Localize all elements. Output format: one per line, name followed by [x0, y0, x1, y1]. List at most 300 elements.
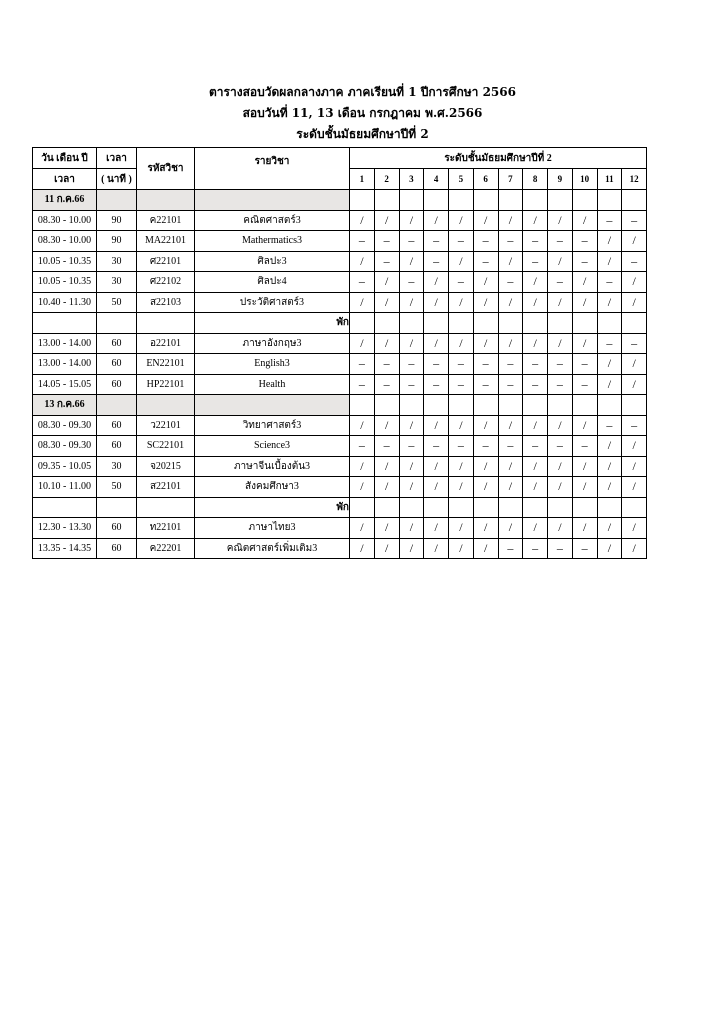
class-mark: –	[622, 415, 647, 436]
class-mark: /	[548, 292, 573, 313]
class-mark: /	[597, 538, 622, 559]
class-mark: –	[424, 231, 449, 252]
class-mark: /	[597, 518, 622, 539]
empty-cell	[523, 395, 548, 416]
class-mark: /	[473, 456, 498, 477]
class-mark: /	[399, 210, 424, 231]
class-mark: –	[350, 436, 375, 457]
class-mark: /	[548, 210, 573, 231]
class-mark: –	[523, 538, 548, 559]
exam-duration: 50	[97, 292, 137, 313]
exam-subject: ประวัติศาสตร์3	[195, 292, 350, 313]
empty-cell	[473, 497, 498, 518]
header-level: ระดับชั้นมัธยมศึกษาปีที่ 2	[350, 148, 647, 169]
exam-code: ส22103	[137, 292, 195, 313]
exam-row	[33, 538, 647, 559]
class-mark: /	[473, 210, 498, 231]
day-row	[33, 395, 647, 416]
exam-subject: Mathermatics3	[195, 231, 350, 252]
class-mark: –	[424, 354, 449, 375]
class-mark: /	[523, 477, 548, 498]
class-mark: –	[548, 231, 573, 252]
class-mark: /	[622, 518, 647, 539]
empty-cell	[498, 395, 523, 416]
class-mark: –	[473, 251, 498, 272]
empty-cell	[97, 497, 137, 518]
empty-cell	[597, 395, 622, 416]
empty-cell	[449, 395, 474, 416]
class-mark: –	[572, 436, 597, 457]
empty-cell	[449, 313, 474, 334]
class-mark: –	[399, 272, 424, 293]
header-class-12: 12	[622, 169, 647, 190]
exam-code: HP22101	[137, 374, 195, 395]
class-mark: /	[498, 456, 523, 477]
class-mark: /	[399, 477, 424, 498]
header-code: รหัสวิชา	[137, 148, 195, 190]
class-mark: /	[498, 477, 523, 498]
exam-code: ศ22101	[137, 251, 195, 272]
empty-cell	[195, 190, 350, 211]
empty-cell	[548, 395, 573, 416]
class-mark: /	[473, 333, 498, 354]
empty-cell	[622, 395, 647, 416]
class-mark: /	[622, 477, 647, 498]
exam-row	[33, 272, 647, 293]
empty-cell	[572, 190, 597, 211]
class-mark: /	[350, 456, 375, 477]
class-mark: /	[449, 292, 474, 313]
exam-subject: ศิลปะ3	[195, 251, 350, 272]
empty-cell	[597, 190, 622, 211]
exam-duration: 60	[97, 436, 137, 457]
class-mark: /	[473, 415, 498, 436]
day-row	[33, 190, 647, 211]
class-mark: /	[473, 518, 498, 539]
empty-cell	[137, 395, 195, 416]
empty-cell	[622, 497, 647, 518]
class-mark: –	[498, 374, 523, 395]
exam-code: ค22201	[137, 538, 195, 559]
empty-cell	[498, 313, 523, 334]
class-mark: /	[498, 333, 523, 354]
exam-duration: 60	[97, 333, 137, 354]
exam-row	[33, 354, 647, 375]
empty-cell	[350, 497, 375, 518]
class-mark: /	[572, 456, 597, 477]
class-mark: /	[424, 292, 449, 313]
exam-row	[33, 456, 647, 477]
day-label: 11 ก.ค.66	[33, 190, 97, 211]
class-mark: /	[424, 456, 449, 477]
class-mark: –	[523, 231, 548, 252]
class-mark: /	[597, 354, 622, 375]
class-mark: –	[548, 272, 573, 293]
class-mark: /	[399, 415, 424, 436]
class-mark: /	[449, 251, 474, 272]
exam-time: 10.10 - 11.00	[33, 477, 97, 498]
empty-cell	[350, 313, 375, 334]
empty-cell	[195, 395, 350, 416]
class-mark: /	[374, 333, 399, 354]
class-mark: /	[622, 292, 647, 313]
class-mark: –	[597, 272, 622, 293]
empty-cell	[572, 313, 597, 334]
class-mark: –	[597, 415, 622, 436]
class-mark: /	[498, 415, 523, 436]
empty-cell	[137, 190, 195, 211]
class-mark: –	[548, 374, 573, 395]
document-titles	[0, 82, 725, 145]
exam-row	[33, 333, 647, 354]
empty-cell	[572, 395, 597, 416]
header-class-4: 4	[424, 169, 449, 190]
exam-time: 14.05 - 15.05	[33, 374, 97, 395]
exam-time: 10.40 - 11.30	[33, 292, 97, 313]
empty-cell	[399, 190, 424, 211]
exam-subject: วิทยาศาสตร์3	[195, 415, 350, 436]
exam-code: EN22101	[137, 354, 195, 375]
class-mark: /	[449, 456, 474, 477]
class-mark: –	[350, 231, 375, 252]
class-mark: /	[622, 436, 647, 457]
class-mark: /	[350, 518, 375, 539]
class-mark: /	[597, 456, 622, 477]
class-mark: /	[374, 518, 399, 539]
class-mark: /	[449, 477, 474, 498]
class-mark: /	[622, 272, 647, 293]
class-mark: /	[523, 210, 548, 231]
empty-cell	[572, 497, 597, 518]
table-body	[33, 190, 647, 559]
class-mark: –	[399, 354, 424, 375]
exam-duration: 30	[97, 456, 137, 477]
exam-row	[33, 518, 647, 539]
class-mark: /	[350, 210, 375, 231]
exam-time: 10.05 - 10.35	[33, 251, 97, 272]
class-mark: /	[523, 518, 548, 539]
class-mark: /	[449, 415, 474, 436]
class-mark: /	[399, 333, 424, 354]
empty-cell	[548, 313, 573, 334]
exam-code: ท22101	[137, 518, 195, 539]
exam-row	[33, 415, 647, 436]
class-mark: –	[498, 538, 523, 559]
header-class-11: 11	[597, 169, 622, 190]
title-line-1: ตารางสอบวัดผลกลางภาค ภาคเรียนที่ 1 ปีการศึกษา 2566	[209, 85, 516, 99]
class-mark: /	[622, 456, 647, 477]
header-class-2: 2	[374, 169, 399, 190]
exam-code: ค22101	[137, 210, 195, 231]
exam-duration: 90	[97, 231, 137, 252]
empty-cell	[548, 190, 573, 211]
exam-row	[33, 436, 647, 457]
exam-time: 13.00 - 14.00	[33, 333, 97, 354]
class-mark: –	[399, 374, 424, 395]
class-mark: –	[424, 374, 449, 395]
class-mark: –	[350, 272, 375, 293]
class-mark: –	[523, 251, 548, 272]
exam-time: 08.30 - 10.00	[33, 210, 97, 231]
exam-time: 08.30 - 09.30	[33, 436, 97, 457]
exam-subject: ภาษาไทย3	[195, 518, 350, 539]
exam-code: จ20215	[137, 456, 195, 477]
class-mark: /	[424, 518, 449, 539]
class-mark: –	[350, 374, 375, 395]
class-mark: –	[374, 436, 399, 457]
exam-time: 10.05 - 10.35	[33, 272, 97, 293]
class-mark: –	[374, 251, 399, 272]
class-mark: –	[572, 354, 597, 375]
header-duration: เวลา	[97, 148, 137, 169]
class-mark: /	[350, 538, 375, 559]
class-mark: /	[523, 415, 548, 436]
exam-subject: สังคมศึกษา3	[195, 477, 350, 498]
class-mark: –	[597, 210, 622, 231]
exam-code: ว22101	[137, 415, 195, 436]
class-mark: /	[622, 538, 647, 559]
class-mark: /	[374, 210, 399, 231]
class-mark: –	[473, 231, 498, 252]
class-mark: /	[597, 477, 622, 498]
break-row	[33, 313, 647, 334]
break-label: พัก	[195, 497, 350, 518]
class-mark: –	[523, 436, 548, 457]
empty-cell	[97, 395, 137, 416]
class-mark: /	[424, 210, 449, 231]
empty-cell	[597, 313, 622, 334]
class-mark: /	[498, 251, 523, 272]
exam-subject: ศิลปะ4	[195, 272, 350, 293]
exam-duration: 60	[97, 538, 137, 559]
exam-code: ศ22102	[137, 272, 195, 293]
class-mark: /	[399, 251, 424, 272]
class-mark: /	[597, 436, 622, 457]
header-class-7: 7	[498, 169, 523, 190]
class-mark: /	[572, 415, 597, 436]
exam-duration: 60	[97, 354, 137, 375]
class-mark: /	[572, 272, 597, 293]
header-class-10: 10	[572, 169, 597, 190]
header-class-3: 3	[399, 169, 424, 190]
exam-time: 08.30 - 09.30	[33, 415, 97, 436]
exam-duration: 50	[97, 477, 137, 498]
empty-cell	[424, 395, 449, 416]
class-mark: /	[449, 538, 474, 559]
class-mark: –	[548, 354, 573, 375]
empty-cell	[374, 313, 399, 334]
day-label: 13 ก.ค.66	[33, 395, 97, 416]
exam-row	[33, 477, 647, 498]
title-line-3: ระดับชั้นมัธยมศึกษาปีที่ 2	[296, 127, 429, 141]
empty-cell	[137, 313, 195, 334]
empty-cell	[350, 190, 375, 211]
class-mark: /	[597, 292, 622, 313]
class-mark: –	[523, 374, 548, 395]
exam-subject: คณิตศาสตร์เพิ่มเติม3	[195, 538, 350, 559]
empty-cell	[473, 313, 498, 334]
class-mark: /	[350, 251, 375, 272]
empty-cell	[473, 395, 498, 416]
class-mark: /	[622, 231, 647, 252]
class-mark: /	[449, 518, 474, 539]
exam-time: 12.30 - 13.30	[33, 518, 97, 539]
exam-row	[33, 210, 647, 231]
class-mark: /	[473, 477, 498, 498]
empty-cell	[374, 395, 399, 416]
empty-cell	[498, 190, 523, 211]
exam-schedule-table	[32, 147, 647, 559]
class-mark: –	[622, 251, 647, 272]
exam-subject: คณิตศาสตร์3	[195, 210, 350, 231]
exam-row	[33, 374, 647, 395]
class-mark: /	[498, 518, 523, 539]
header-day-month-year: วัน เดือน ปี	[33, 148, 97, 169]
class-mark: /	[424, 415, 449, 436]
empty-cell	[498, 497, 523, 518]
empty-cell	[137, 497, 195, 518]
class-mark: /	[399, 518, 424, 539]
class-mark: /	[597, 231, 622, 252]
header-class-6: 6	[473, 169, 498, 190]
class-mark: /	[498, 292, 523, 313]
class-mark: /	[374, 456, 399, 477]
class-mark: –	[548, 436, 573, 457]
class-mark: /	[473, 272, 498, 293]
class-mark: –	[597, 333, 622, 354]
empty-cell	[97, 313, 137, 334]
class-mark: /	[399, 292, 424, 313]
exam-code: ส22101	[137, 477, 195, 498]
empty-cell	[424, 313, 449, 334]
class-mark: /	[498, 210, 523, 231]
class-mark: –	[449, 436, 474, 457]
empty-cell	[399, 395, 424, 416]
class-mark: /	[399, 456, 424, 477]
class-mark: /	[548, 251, 573, 272]
class-mark: –	[374, 374, 399, 395]
exam-subject: Health	[195, 374, 350, 395]
exam-duration: 60	[97, 415, 137, 436]
title-line-2: สอบวันที่ 11, 13 เดือน กรกฎาคม พ.ศ.2566	[242, 106, 483, 120]
class-mark: /	[374, 415, 399, 436]
empty-cell	[350, 395, 375, 416]
empty-cell	[33, 497, 97, 518]
class-mark: –	[449, 231, 474, 252]
class-mark: –	[523, 354, 548, 375]
header-class-1: 1	[350, 169, 375, 190]
empty-cell	[523, 190, 548, 211]
class-mark: /	[374, 272, 399, 293]
empty-cell	[97, 190, 137, 211]
empty-cell	[523, 497, 548, 518]
class-mark: /	[523, 292, 548, 313]
class-mark: /	[572, 477, 597, 498]
class-mark: /	[473, 292, 498, 313]
empty-cell	[424, 190, 449, 211]
exam-subject: ภาษาจีนเบื้องต้น3	[195, 456, 350, 477]
class-mark: /	[622, 374, 647, 395]
empty-cell	[399, 313, 424, 334]
class-mark: /	[350, 333, 375, 354]
class-mark: –	[622, 333, 647, 354]
empty-cell	[33, 313, 97, 334]
exam-row	[33, 251, 647, 272]
class-mark: /	[548, 456, 573, 477]
header-class-9: 9	[548, 169, 573, 190]
class-mark: –	[622, 210, 647, 231]
class-mark: /	[523, 333, 548, 354]
exam-duration: 60	[97, 374, 137, 395]
class-mark: –	[572, 231, 597, 252]
class-mark: –	[449, 354, 474, 375]
exam-duration: 90	[97, 210, 137, 231]
class-mark: /	[473, 538, 498, 559]
class-mark: /	[424, 538, 449, 559]
empty-cell	[449, 497, 474, 518]
class-mark: /	[424, 333, 449, 354]
class-mark: –	[498, 436, 523, 457]
class-mark: /	[350, 415, 375, 436]
exam-time: 08.30 - 10.00	[33, 231, 97, 252]
exam-duration: 30	[97, 272, 137, 293]
exam-row	[33, 231, 647, 252]
header-time: เวลา	[33, 169, 97, 190]
class-mark: /	[449, 333, 474, 354]
class-mark: –	[473, 354, 498, 375]
break-row	[33, 497, 647, 518]
empty-cell	[424, 497, 449, 518]
exam-row	[33, 292, 647, 313]
exam-subject: Science3	[195, 436, 350, 457]
exam-time: 13.35 - 14.35	[33, 538, 97, 559]
exam-subject: English3	[195, 354, 350, 375]
class-mark: –	[374, 231, 399, 252]
header-subject: รายวิชา	[195, 148, 350, 190]
class-mark: /	[449, 210, 474, 231]
header-class-8: 8	[523, 169, 548, 190]
class-mark: /	[548, 415, 573, 436]
class-mark: –	[374, 354, 399, 375]
class-mark: /	[572, 333, 597, 354]
exam-duration: 30	[97, 251, 137, 272]
class-mark: /	[597, 374, 622, 395]
class-mark: –	[498, 272, 523, 293]
class-mark: –	[350, 354, 375, 375]
exam-code: SC22101	[137, 436, 195, 457]
header-class-5: 5	[449, 169, 474, 190]
class-mark: /	[548, 518, 573, 539]
class-mark: –	[572, 538, 597, 559]
empty-cell	[548, 497, 573, 518]
exam-code: อ22101	[137, 333, 195, 354]
empty-cell	[473, 190, 498, 211]
class-mark: –	[548, 538, 573, 559]
class-mark: /	[350, 477, 375, 498]
class-mark: /	[374, 477, 399, 498]
class-mark: –	[473, 374, 498, 395]
class-mark: –	[424, 251, 449, 272]
class-mark: –	[449, 374, 474, 395]
header-minutes: ( นาที )	[97, 169, 137, 190]
class-mark: /	[548, 333, 573, 354]
class-mark: –	[498, 231, 523, 252]
exam-time: 13.00 - 14.00	[33, 354, 97, 375]
class-mark: –	[572, 251, 597, 272]
empty-cell	[399, 497, 424, 518]
empty-cell	[597, 497, 622, 518]
exam-code: MA22101	[137, 231, 195, 252]
